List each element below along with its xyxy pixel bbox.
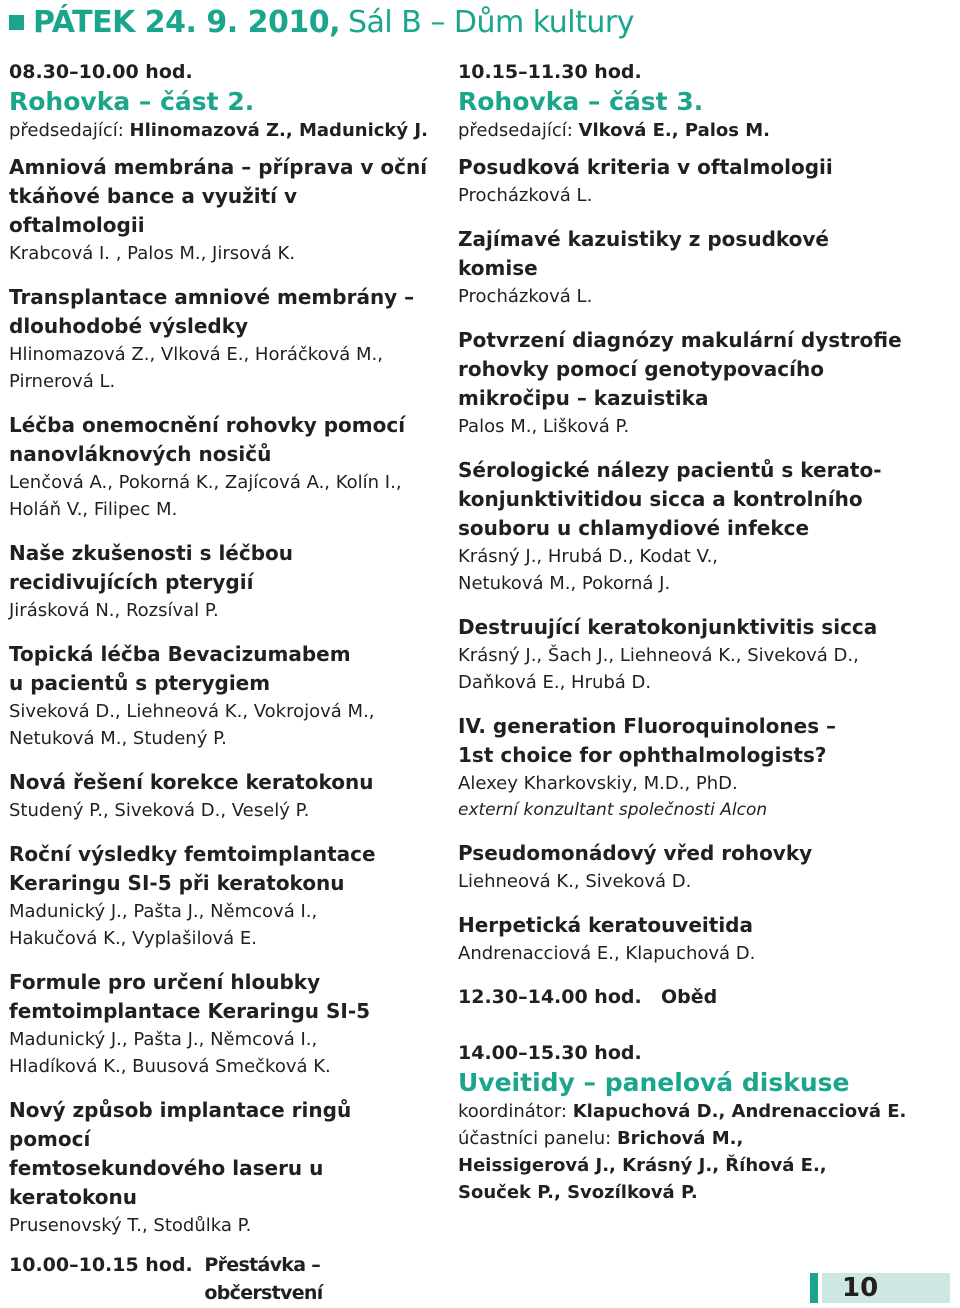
lecture-authors: Pirnerová L. [9,371,116,392]
chair-names: Hlinomazová Z., Madunický J. [129,120,428,141]
lecture-authors: Lenčová A., Pokorná K., Zajícová A., Kolín I., [9,472,402,493]
left-column [9,58,434,1307]
session-title: Rohovka – část 3. [458,87,704,116]
lecture-title: dlouhodobé výsledky [9,314,249,338]
lecture-title: Transplantace amniové membrány – [9,285,415,309]
lecture-authors: Prusenovský T., Stodůlka P. [9,1215,252,1236]
lecture-title: Sérologické nálezy pacientů s kerato- [458,458,882,482]
lecture-title: femtosekundového laseru u keratokonu [9,1156,324,1209]
lecture-authors: Alexey Kharkovskiy, M.D., PhD. [458,773,738,794]
lecture-title: Nová řešení korekce keratokonu [9,770,374,794]
lecture-authors: Liehneová K., Siveková D. [458,871,692,892]
left-lecture-list [9,153,434,1239]
lecture-item [9,968,434,1080]
panel-time: 14.00–15.30 hod. [458,1042,642,1064]
participants-line: Brichová M., [616,1128,744,1149]
lecture-authors: Daňková E., Hrubá D. [458,672,652,693]
lecture-authors: Madunický J., Pašta J., Němcová I., [9,901,318,922]
lecture-item [9,153,434,267]
lecture-title: femtoimplantace Keraringu SI-5 [9,999,371,1023]
page-number: 10 [842,1273,879,1303]
lecture-item [458,326,953,440]
panel-participants [458,1125,953,1152]
page-footer [810,1273,950,1303]
footer-page-box [822,1273,950,1303]
participants-line: Souček P., Svozílková P. [458,1182,698,1203]
lecture-title: u pacientů s pterygiem [9,671,271,695]
session-time: 08.30–10.00 hod. [9,61,193,83]
header-venue: Sál B – Dům kultury [347,4,634,40]
lecture-note: externí konzultant společnosti Alcon [458,800,768,820]
lecture-item [458,225,953,310]
lecture-authors: Holáň V., Filipec M. [9,499,178,520]
lecture-authors: Siveková D., Liehneová K., Vokrojová M., [9,701,375,722]
lecture-authors: Netuková M., Pokorná J. [458,573,671,594]
lecture-title: rohovky pomocí genotypovacího [458,357,824,381]
panel-participants-cont [458,1152,953,1179]
break-row [9,1251,434,1307]
lecture-item [9,411,434,523]
lecture-authors: Procházková L. [458,185,593,206]
lecture-title: 1st choice for ophthalmologists? [458,743,827,767]
session-title: Rohovka – část 2. [9,87,255,116]
lecture-title: Pseudomonádový vřed rohovky [458,841,813,865]
lunch-label: Oběd [661,986,718,1008]
lecture-item [458,456,953,597]
coordinator-names: Klapuchová D., Andrenacciová E. [572,1101,907,1122]
right-lecture-list [458,153,953,967]
lecture-item [9,840,434,952]
lunch-time: 12.30–14.00 hod. [458,986,642,1008]
lecture-authors: Hladíková K., Buusová Smečková K. [9,1056,331,1077]
lecture-item [9,539,434,624]
lecture-title: IV. generation Fluoroquinolones – [458,714,837,738]
participants-line: Heissigerová J., Krásný J., Říhová E., [458,1155,827,1176]
lecture-title: Keraringu SI-5 při keratokonu [9,871,345,895]
break-label: Přestávka – občerstvení [204,1254,323,1304]
participants-label: účastníci panelu: [458,1128,617,1149]
session-chairs [9,117,434,144]
lecture-authors: Andrenacciová E., Klapuchová D. [458,943,756,964]
chair-names: Vlková E., Palos M. [578,120,770,141]
lecture-item [458,911,953,967]
lecture-item [458,712,953,823]
lecture-authors: Krabcová I. , Palos M., Jirsová K. [9,243,296,264]
lecture-authors: Krásný J., Hrubá D., Kodat V., [458,546,719,567]
footer-accent-bar [810,1273,818,1303]
lecture-title: Posudková kriteria v oftalmologii [458,155,833,179]
lecture-title: nanovláknových nosičů [9,442,272,466]
lecture-title: Herpetická keratouveitida [458,913,753,937]
lecture-title: komise [458,256,538,280]
lecture-title: mikročipu – kazuistika [458,386,709,410]
lecture-authors: Studený P., Siveková D., Veselý P. [9,800,310,821]
header-day: PÁTEK 24. 9. 2010, [33,4,340,40]
lecture-authors: Hlinomazová Z., Vlková E., Horáčková M., [9,344,383,365]
lecture-title: Formule pro určení hloubky [9,970,321,994]
lecture-item [458,153,953,209]
lecture-title: tkáňové bance a využití v oftalmologii [9,184,298,237]
header-square-marker [9,15,24,30]
break-time: 10.00–10.15 hod. [9,1254,193,1276]
lecture-authors: Procházková L. [458,286,593,307]
lunch-row [458,983,953,1011]
lecture-title: Nový způsob implantace ringů pomocí [9,1098,352,1151]
lecture-item [9,640,434,752]
session-chairs [458,117,953,144]
lecture-title: Zajímavé kazuistiky z posudkové [458,227,829,251]
lecture-title: recidivujících pterygií [9,570,254,594]
lecture-authors: Palos M., Lišková P. [458,416,630,437]
panel-participants-cont [458,1179,953,1206]
lecture-item [458,839,953,895]
coordinator-label: koordinátor: [458,1101,573,1122]
lecture-title: Destruující keratokonjunktivitis sicca [458,615,878,639]
lecture-authors: Madunický J., Pašta J., Němcová I., [9,1029,318,1050]
lecture-authors: Hakučová K., Vyplašilová E. [9,928,257,949]
panel-section [458,1039,953,1206]
lecture-title: Topická léčba Bevacizumabem [9,642,351,666]
page-header [9,4,634,40]
lecture-title: souboru u chlamydiové infekce [458,516,810,540]
lecture-title: Léčba onemocnění rohovky pomocí [9,413,406,437]
panel-coordinators [458,1098,953,1125]
lecture-title: Naše zkušenosti s léčbou [9,541,294,565]
lecture-authors: Netuková M., Studený P. [9,728,227,749]
lecture-item [9,1096,434,1239]
lecture-title: Roční výsledky femtoimplantace [9,842,376,866]
chair-label: předsedající: [9,120,130,141]
chair-label: předsedající: [458,120,579,141]
lecture-item [9,768,434,824]
lecture-authors: Jirásková N., Rozsíval P. [9,600,219,621]
panel-title: Uveitidy – panelová diskuse [458,1068,850,1097]
right-column [458,58,953,1206]
lecture-title: Amniová membrána – příprava v oční [9,155,428,179]
lecture-authors: Krásný J., Šach J., Liehneová K., Siveková D., [458,645,859,666]
lecture-item [9,283,434,395]
lecture-title: Potvrzení diagnózy makulární dystrofie [458,328,902,352]
lecture-item [458,613,953,696]
session-time: 10.15–11.30 hod. [458,61,642,83]
lecture-title: konjunktivitidou sicca a kontrolního [458,487,863,511]
